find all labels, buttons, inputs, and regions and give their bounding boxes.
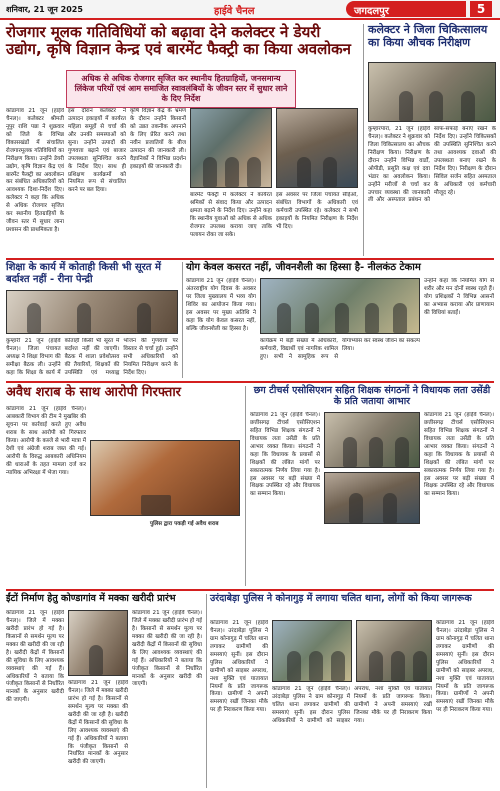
column-divider <box>182 262 183 378</box>
column-divider <box>245 386 246 586</box>
section-rule <box>6 381 494 383</box>
story6-text-col1: कोंडागांव 21 जून (हाईवे चैनल)। छत्तीसगढ़ टीचर्स एसोसिएशन सहित विभिन्न शिक्षक संगठनों ने विधायक लता उसेंडी के प्रति आभार व्यक्त किया। संगठनों ने कहा कि विधायक के प्रयासों से शिक्षकों की लंबित मांगों पर सकारात्मक निर्णय लिया गया है। इस अवसर पर बड़ी संख्या में शिक्षक उपस्थित रहे और विधायक का सम्मान किया। <box>250 412 320 498</box>
story3-headline: शिक्षा के कार्य में कोताही किसी भी सूरत में बर्दाश्त नहीं - रीना पेन्द्री <box>6 262 161 285</box>
story1-text-col5: इस अवसर पर जिला पंचायत सीईओ, संबंधित विभागों के अधिकारी एवं कर्मचारी उपस्थित रहे। कलेक्टर ने सभी इकाइयों के नियमित निरीक्षण के निर्देश भी दिए। <box>276 192 358 230</box>
column-divider <box>363 24 364 256</box>
story6-text-col2: कोंडागांव 21 जून (हाईवे चैनल)। छत्तीसगढ़ टीचर्स एसोसिएशन सहित विभिन्न शिक्षक संगठनों ने विधायक लता उसेंडी के प्रति आभार व्यक्त किया। संगठनों ने कहा कि विधायक के प्रयासों से शिक्षकों की लंबित मांगों पर सकारात्मक निर्णय लिया गया है। इस अवसर पर बड़ी संख्या में शिक्षक उपस्थित रहे और विधायक का सम्मान किया। <box>424 412 494 498</box>
column-divider <box>206 594 207 788</box>
story8-headline: उरंदाबेड़ा पुलिस ने कोनागुड़ में लगाया चलित थाना, लोगों को किया जागरूक <box>210 593 472 604</box>
edition-city: जगदलपुर <box>346 1 466 17</box>
story2-headline: कलेक्टर ने जिला चिकित्सालय का किया औचक निरीक्षण <box>368 23 488 49</box>
story1-text-col4: बारमेंट फैक्ट्री में कलेक्टर ने कार्यरत श्रमिकों से संवाद किया और उत्पादन क्षमता बढ़ाने के निर्देश दिए। उन्होंने कहा कि स्थानीय युवाओं को अधिक से अधिक रोजगार उपलब्ध कराया जाए ताकि पलायन रोका जा सके। <box>190 192 272 238</box>
story4-text-col2: कार्यक्रम में बड़ी संख्या में अधिकारी, कर्मचारी, विद्यार्थी एवं नागरिक शामिल हुए। सभी ने सामूहिक रूप से योगाभ्यास कर स्वस्थ जीवन का संकल्प लिया। <box>260 338 420 360</box>
story1-photo-1 <box>190 108 272 188</box>
page-number-badge: 5 <box>470 1 492 17</box>
paper-name: हाईवे चैनल <box>214 6 255 17</box>
story7-photo <box>68 610 128 676</box>
story7-text-col2: कोंडागांव 21 जून (हाईवे चैनल)। जिले में मक्का खरीदी प्रारंभ हो गई है। किसानों से समर्थन मूल्य पर मक्का की खरीदी की जा रही है। खरीदी केंद्रों में किसानों की सुविधा के लिए आवश्यक व्यवस्थाएं की गई हैं। अधिकारियों ने बताया कि पंजीकृत किसानों से निर्धारित मानकों के अनुसार खरीदी की जाएगी। <box>68 680 128 766</box>
story8-text-col3: कोंडागांव 21 जून (हाईवे चैनल)। उरंदाबेड़ा पुलिस ने ग्राम कोनागुड़ में चलित थाना लगाकर ग्रामीणों की समस्याएं सुनीं। इस दौरान पुलिस अधिकारियों ने ग्रामीणों को साइबर अपराध, नशा मुक्ति एवं यातायात नियमों के प्रति जागरूक किया। ग्रामीणों ने अपनी समस्याएं रखीं जिनका मौके पर ही निराकरण किया गया। <box>436 620 494 714</box>
story3-photo <box>6 290 178 334</box>
story4-text-col1: कोंडागांव 21 जून (हाईवे चैनल)। अंतरराष्ट्रीय योग दिवस के अवसर पर जिला मुख्यालय में भव्य योग शिविर का आयोजन किया गया। इस अवसर पर मुख्य अतिथि ने कहा कि योग केवल कसरत नहीं, बल्कि जीवनशैली का हिस्सा है। <box>186 278 256 332</box>
story1-headline: रोजगार मूलक गतिविधियों को बढ़ावा देने कलेक्टर ने डेयरी उद्योग, कृषि विज्ञान केन्द्र एवं बारमेंट फैक्ट्री का किया अवलोकन <box>6 23 351 59</box>
story5-caption: पुलिस द्वारा पकड़ी गई अवैध शराब <box>150 521 219 527</box>
story6-headline: छग टीचर्स एसोसिएशन सहित शिक्षक संगठनों ने विधायक लता उसेंडी के प्रति जताया आभार <box>253 385 491 407</box>
story8-text-col1: कोंडागांव 21 जून (हाईवे चैनल)। उरंदाबेड़ा पुलिस ने ग्राम कोनागुड़ में चलित थाना लगाकर ग्रामीणों की समस्याएं सुनीं। इस दौरान पुलिस अधिकारियों ने ग्रामीणों को साइबर अपराध, नशा मुक्ति एवं यातायात नियमों के प्रति जागरूक किया। ग्रामीणों ने अपनी समस्याएं रखीं जिनका मौके पर ही निराकरण किया गया। <box>210 620 268 714</box>
story2-text: कुम्हारपारा, 21 जून (हाईवे चैनल)। कलेक्टर ने शुक्रवार को जिला चिकित्सालय का औचक निरीक्षण किया। निरीक्षण के दौरान उन्होंने विभिन्न वार्डों, ओपीडी, प्रसूति कक्ष एवं दवा भंडार का अवलोकन किया। उन्होंने मरीजों से चर्चा कर उपचार व्यवस्था की जानकारी ली और अस्पताल प्रबंधन को साफ-सफाई बनाए रखने के निर्देश दिए। उन्होंने चिकित्सकों की उपस्थिति सुनिश्चित करने तथा आवश्यक दवाओं की उपलब्धता बनाए रखने के निर्देश दिए। निरीक्षण के दौरान सिविल सर्जन सहित अस्पताल के अधिकारी एवं कर्मचारी मौजूद रहे। <box>368 126 496 204</box>
story8-text-col2: कोंडागांव 21 जून (हाईवे चैनल)। उरंदाबेड़ा पुलिस ने ग्राम कोनागुड़ में चलित थाना लगाकर ग्रामीणों की समस्याएं सुनीं। इस दौरान पुलिस अधिकारियों ने ग्रामीणों को साइबर अपराध, नशा मुक्ति एवं यातायात नियमों के प्रति जागरूक किया। ग्रामीणों ने अपनी समस्याएं रखीं जिनका मौके पर ही निराकरण किया गया। <box>272 686 432 724</box>
masthead <box>0 0 500 20</box>
story1-photo-2 <box>276 108 358 188</box>
story5-text: कोंडागांव 21 जून (हाईवे चैनल)। आबकारी विभाग की टीम ने मुखबिर की सूचना पर कार्रवाई करते हुए अवैध शराब के साथ आरोपी को गिरफ्तार किया। आरोपी के कब्जे से भारी मात्रा में देशी एवं अंग्रेजी शराब जब्त की गई। आरोपी के विरुद्ध आबकारी अधिनियम की धाराओं के तहत मामला दर्ज कर न्यायिक अभिरक्षा में भेजा गया। <box>6 406 86 476</box>
story2-photo <box>368 62 496 122</box>
story4-headline: योग केवल कसरत नहीं, जीवनशैली का हिस्सा है- नीलकंठ टेकाम <box>186 262 421 273</box>
story1-text-col2: इस दौरान कलेक्टर ने उत्पादन इकाइयों में कार्यरत महिला समूहों से चर्चा की और उनकी समस्याओं को सुना। उन्होंने उत्पादों की गुणवत्ता बढ़ाने एवं बाजार उपलब्धता सुनिश्चित करने के निर्देश दिए। साथ ही प्रशिक्षण कार्यक्रमों को नियमित रूप से संचालित करने पर बल दिया। <box>68 108 126 194</box>
story1-text-col3: कृषि विज्ञान केंद्र के भ्रमण के दौरान उन्होंने किसानों को उन्नत तकनीक अपनाने के लिए प्रेरित करने तथा नवीन प्रजातियों के बीज उत्पादन की जानकारी ली। वैज्ञानिकों ने विभिन्न प्रदर्शन इकाइयों की जानकारी दी। <box>130 108 186 170</box>
story1-text-col1: कोंडागांव 21 जून (हाईवे चैनल)। कलेक्टर श्रीमती नूपुर राशि पन्ना ने शुक्रवार को जिले के विभिन्न विकासखंडों में संचालित रोजगारमूलक गतिविधियों का निरीक्षण किया। उन्होंने डेयरी उद्योग, कृषि विज्ञान केंद्र एवं बारमेंट फैक्ट्री का अवलोकन कर संबंधित अधिकारियों को आवश्यक दिशा-निर्देश दिए। कलेक्टर ने कहा कि अधिक से अधिक रोजगार सृजित कर स्थानीय हितग्राहियों के जीवन स्तर में सुधार लाना प्रशासन की प्राथमिकता है। <box>6 108 64 234</box>
section-rule <box>6 589 494 591</box>
story4-text-col3: उन्होंने कहा कि नियमित योग से शरीर और मन दोनों स्वस्थ रहते हैं। योग प्रशिक्षकों ने विभिन्न आसनों का अभ्यास कराया और प्राणायाम की विधियां बताईं। <box>424 278 494 316</box>
story7-headline: ईंटों निर्माण हेतु कोण्डागांव में मक्का खरीदी प्रारंभ <box>6 593 176 604</box>
issue-date: शनिवार, 21 जून 2025 <box>6 5 83 14</box>
story5-headline: अवैध शराब के साथ आरोपी गिरफ्तार <box>6 385 182 400</box>
story1-callout: अधिक से अधिक रोजगार सृजित कर स्थानीय हितग्राहियों, जनसमान्य लिंकेज परियों एवं आम समाजित स्वावलंबियों के जीवन स्तर में सुधार लाने के दिए निर्देश <box>66 70 296 108</box>
story6-photo-1 <box>324 412 420 468</box>
story3-text: कुम्हारी 21 जून (हाईवे चैनल)। जिला पंचायत अध्यक्ष ने शिक्षा विभाग की समीक्षा बैठक ली। उन्होंने कहा कि शिक्षा के कार्य में कोताही किसी भी सूरत में बर्दाश्त नहीं की जाएगी। बैठक में शाला प्रवेशोत्सव की तैयारियों, शिक्षकों की उपस्थिति एवं मध्याह्न भोजन की गुणवत्ता पर विस्तार से चर्चा हुई। उन्होंने सभी अधिकारियों को नियमित निरीक्षण करने के निर्देश दिए। <box>6 338 178 376</box>
story4-photo <box>260 278 420 334</box>
story5-photo <box>90 440 240 516</box>
story8-photo-1 <box>272 620 352 682</box>
story8-photo-2 <box>356 620 432 682</box>
section-rule <box>6 258 494 260</box>
story6-photo-2 <box>324 472 420 524</box>
story7-text-col3: कोंडागांव 21 जून (हाईवे चैनल)। जिले में मक्का खरीदी प्रारंभ हो गई है। किसानों से समर्थन मूल्य पर मक्का की खरीदी की जा रही है। खरीदी केंद्रों में किसानों की सुविधा के लिए आवश्यक व्यवस्थाएं की गई हैं। अधिकारियों ने बताया कि पंजीकृत किसानों से निर्धारित मानकों के अनुसार खरीदी की जाएगी। <box>132 610 202 688</box>
story7-text-col1: कोंडागांव 21 जून (हाईवे चैनल)। जिले में मक्का खरीदी प्रारंभ हो गई है। किसानों से समर्थन मूल्य पर मक्का की खरीदी की जा रही है। खरीदी केंद्रों में किसानों की सुविधा के लिए आवश्यक व्यवस्थाएं की गई हैं। अधिकारियों ने बताया कि पंजीकृत किसानों से निर्धारित मानकों के अनुसार खरीदी की जाएगी। <box>6 610 64 704</box>
